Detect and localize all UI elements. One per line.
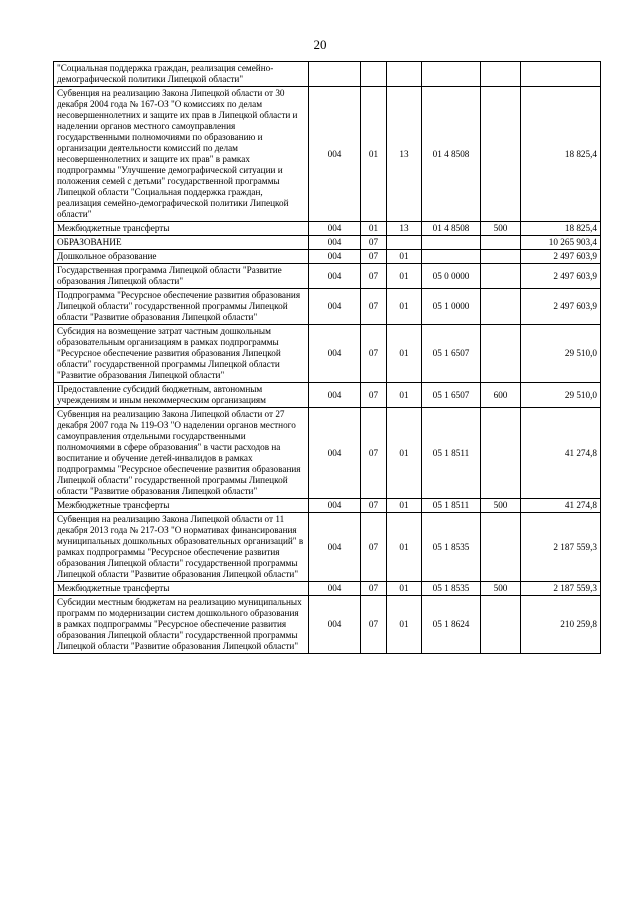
admin-code: 004 [309, 325, 361, 383]
expense-type-code [481, 264, 521, 289]
section-code: 07 [361, 250, 387, 264]
subsection-code: 01 [387, 499, 422, 513]
target-code [422, 62, 481, 87]
section-code: 01 [361, 222, 387, 236]
amount: 2 497 603,9 [521, 250, 601, 264]
admin-code: 004 [309, 289, 361, 325]
table-row [54, 222, 601, 236]
subsection-code: 13 [387, 222, 422, 236]
section-code [361, 62, 387, 87]
admin-code: 004 [309, 513, 361, 582]
table-row [54, 289, 601, 325]
admin-code: 004 [309, 236, 361, 250]
admin-code: 004 [309, 87, 361, 222]
target-code: 05 1 0000 [422, 289, 481, 325]
admin-code: 004 [309, 264, 361, 289]
subsection-code: 01 [387, 596, 422, 654]
section-code: 07 [361, 289, 387, 325]
table-row [54, 596, 601, 654]
row-description: Государственная программа Липецкой области "Развитие образования Липецкой области" [54, 264, 309, 289]
target-code: 01 4 8508 [422, 87, 481, 222]
section-code: 07 [361, 513, 387, 582]
expense-type-code [481, 250, 521, 264]
row-description: Субвенция на реализацию Закона Липецкой области от 30 декабря 2004 года № 167-ОЗ "О комиссиях по делам несовершеннолетних и защите их прав в Липецкой области и наделении органов местного самоуправления государственными полномочиями по образованию и организации деятельности комиссий по делам несовершеннолетних и защите их прав" в рамках подпрограммы "Улучшение демографической ситуации и положения семей с детьми" государственной программы Липецкой области "Социальная поддержка граждан, реализация семейно-демографической политики Липецкой области" [54, 87, 309, 222]
page-number: 20 [313, 37, 327, 52]
target-code: 05 1 6507 [422, 383, 481, 408]
row-description: ОБРАЗОВАНИЕ [54, 236, 309, 250]
amount: 2 187 559,3 [521, 513, 601, 582]
section-code: 07 [361, 325, 387, 383]
expense-type-code [481, 325, 521, 383]
row-description: Предоставление субсидий бюджетным, автономным учреждениям и иным некоммерческим организациям [54, 383, 309, 408]
amount: 2 187 559,3 [521, 582, 601, 596]
expense-type-code: 500 [481, 582, 521, 596]
admin-code: 004 [309, 408, 361, 499]
section-code: 07 [361, 236, 387, 250]
expense-type-code: 600 [481, 383, 521, 408]
table-row [54, 582, 601, 596]
section-code: 07 [361, 582, 387, 596]
table-row [54, 499, 601, 513]
row-description: Субсидии местным бюджетам на реализацию муниципальных программ по модернизации систем дошкольного образования в рамках подпрограммы "Ресурсное обеспечение развития образования Липецкой области" государственной программы Липецкой области "Развитие образования Липецкой области" [54, 596, 309, 654]
expense-type-code [481, 513, 521, 582]
row-description: Дошкольное образование [54, 250, 309, 264]
subsection-code: 13 [387, 87, 422, 222]
table-row [54, 250, 601, 264]
amount: 10 265 903,4 [521, 236, 601, 250]
table-row [54, 513, 601, 582]
table-row [54, 264, 601, 289]
target-code [422, 250, 481, 264]
subsection-code [387, 62, 422, 87]
target-code: 05 1 8511 [422, 408, 481, 499]
amount: 2 497 603,9 [521, 264, 601, 289]
section-code: 01 [361, 87, 387, 222]
subsection-code: 01 [387, 582, 422, 596]
amount: 18 825,4 [521, 87, 601, 222]
section-code: 07 [361, 499, 387, 513]
section-code: 07 [361, 383, 387, 408]
section-code: 07 [361, 596, 387, 654]
target-code: 05 1 8511 [422, 499, 481, 513]
subsection-code: 01 [387, 383, 422, 408]
admin-code: 004 [309, 582, 361, 596]
admin-code: 004 [309, 596, 361, 654]
admin-code: 004 [309, 383, 361, 408]
subsection-code [387, 236, 422, 250]
subsection-code: 01 [387, 250, 422, 264]
expense-type-code [481, 87, 521, 222]
amount: 210 259,8 [521, 596, 601, 654]
target-code: 01 4 8508 [422, 222, 481, 236]
subsection-code: 01 [387, 325, 422, 383]
subsection-code: 01 [387, 513, 422, 582]
row-description: Межбюджетные трансферты [54, 222, 309, 236]
table-row [54, 236, 601, 250]
expense-type-code [481, 62, 521, 87]
expense-type-code: 500 [481, 499, 521, 513]
admin-code: 004 [309, 222, 361, 236]
expense-type-code: 500 [481, 222, 521, 236]
target-code: 05 1 8624 [422, 596, 481, 654]
admin-code: 004 [309, 499, 361, 513]
target-code [422, 236, 481, 250]
section-code: 07 [361, 408, 387, 499]
expense-type-code [481, 596, 521, 654]
subsection-code: 01 [387, 264, 422, 289]
subsection-code: 01 [387, 408, 422, 499]
table-row [54, 325, 601, 383]
expense-type-code [481, 236, 521, 250]
target-code: 05 1 6507 [422, 325, 481, 383]
table-row [54, 408, 601, 499]
row-description: Субвенция на реализацию Закона Липецкой области от 11 декабря 2013 года № 217-ОЗ "О нормативах финансирования муниципальных дошкольных образовательных организаций" в рамках подпрограммы "Ресурсное обеспечение развития образования Липецкой области" государственной программы Липецкой области "Развитие образования Липецкой области" [54, 513, 309, 582]
admin-code: 004 [309, 250, 361, 264]
expense-type-code [481, 408, 521, 499]
target-code: 05 1 8535 [422, 513, 481, 582]
row-description: Субсидия на возмещение затрат частным дошкольным образовательным организациям в рамках подпрограммы "Ресурсное обеспечение развития образования Липецкой области" государственной программы Липецкой области "Развитие образования Липецкой области" [54, 325, 309, 383]
target-code: 05 1 8535 [422, 582, 481, 596]
amount: 2 497 603,9 [521, 289, 601, 325]
subsection-code: 01 [387, 289, 422, 325]
table-row [54, 87, 601, 222]
expense-type-code [481, 289, 521, 325]
row-description: "Социальная поддержка граждан, реализация семейно-демографической политики Липецкой области" [54, 62, 309, 87]
amount: 18 825,4 [521, 222, 601, 236]
row-description: Подпрограмма "Ресурсное обеспечение развития образования Липецкой области" государственной программы Липецкой области "Развитие образования Липецкой области" [54, 289, 309, 325]
section-code: 07 [361, 264, 387, 289]
amount [521, 62, 601, 87]
amount: 29 510,0 [521, 383, 601, 408]
row-description: Межбюджетные трансферты [54, 499, 309, 513]
amount: 41 274,8 [521, 408, 601, 499]
table-row [54, 62, 601, 87]
table-row [54, 383, 601, 408]
row-description: Субвенция на реализацию Закона Липецкой области от 27 декабря 2007 года № 119-ОЗ "О наделении органов местного самоуправления отдельными государственными полномочиями в сфере образования" в части расходов на воспитание и обучение детей-инвалидов в рамках подпрограммы "Ресурсное обеспечение развития образования Липецкой области" государственной программы Липецкой области "Развитие образования Липецкой области" [54, 408, 309, 499]
row-description: Межбюджетные трансферты [54, 582, 309, 596]
admin-code [309, 62, 361, 87]
amount: 41 274,8 [521, 499, 601, 513]
amount: 29 510,0 [521, 325, 601, 383]
budget-table [53, 61, 601, 654]
target-code: 05 0 0000 [422, 264, 481, 289]
